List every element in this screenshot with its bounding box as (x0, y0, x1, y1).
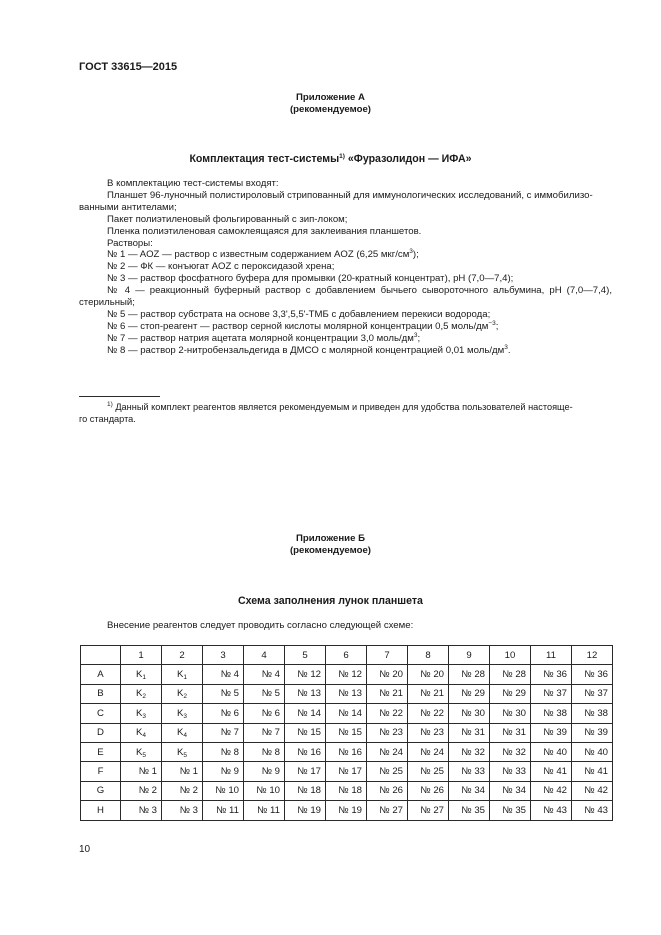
reagent-cell: № 38 (572, 704, 613, 723)
solution-6 (107, 321, 498, 333)
item-film: Пленка полиэтиленовая самоклеящаяся для заклеивания планшетов. (107, 226, 422, 237)
reagent-cell: № 20 (367, 665, 408, 684)
control-cell (121, 723, 162, 742)
reagent-cell: № 39 (531, 723, 572, 742)
reagent-cell: № 27 (367, 801, 408, 820)
solution-8-sup: 3 (504, 344, 508, 351)
reagent-cell: № 23 (408, 723, 449, 742)
reagent-cell: № 30 (490, 704, 531, 723)
footnote-ref: 1) (339, 153, 345, 160)
solution-1 (107, 249, 419, 261)
table-row (81, 665, 613, 684)
reagent-cell: № 4 (203, 665, 244, 684)
control-letter: K (176, 669, 184, 681)
reagent-cell: № 3 (162, 801, 203, 820)
reagent-cell: № 36 (531, 665, 572, 684)
control-letter: K (176, 688, 184, 700)
column-header: 4 (244, 646, 285, 665)
reagent-cell: № 42 (572, 781, 613, 800)
row-label: F (81, 762, 121, 781)
reagent-cell: № 1 (162, 762, 203, 781)
column-header: 7 (367, 646, 408, 665)
reagent-cell: № 25 (408, 762, 449, 781)
control-cell (121, 684, 162, 703)
solution-8-text: № 8 — раствор 2-нитробензальдегида в ДМСО с молярной концентрацией 0,01 моль/дм (107, 345, 505, 356)
reagent-cell: № 1 (121, 762, 162, 781)
reagent-cell: № 40 (531, 742, 572, 761)
solution-1-sup: 3 (409, 248, 413, 255)
solution-7-end: ; (417, 333, 421, 344)
table-row (81, 684, 613, 703)
control-index: 5 (142, 751, 147, 759)
control-letter: K (176, 746, 184, 758)
footnote-divider (79, 396, 160, 397)
appendix-a-heading (0, 153, 661, 166)
solution-7 (107, 333, 420, 345)
reagent-cell: № 17 (326, 762, 367, 781)
row-label: D (81, 723, 121, 742)
reagent-cell: № 18 (285, 781, 326, 800)
reagent-cell: № 21 (367, 684, 408, 703)
reagent-cell: № 11 (203, 801, 244, 820)
reagent-cell: № 6 (244, 704, 285, 723)
reagent-cell: № 2 (162, 781, 203, 800)
appendix-a-subtitle: (рекомендуемое) (289, 104, 371, 115)
plate-scheme-table (80, 645, 613, 821)
control-index: 1 (142, 674, 147, 682)
table-row (81, 723, 613, 742)
control-index: 3 (183, 712, 188, 720)
reagent-cell: № 37 (572, 684, 613, 703)
reagent-cell: № 35 (449, 801, 490, 820)
reagent-cell: № 41 (572, 762, 613, 781)
intro-text: В комплектацию тест-системы входят: (107, 178, 279, 189)
solution-8 (107, 345, 511, 357)
reagent-cell: № 5 (244, 684, 285, 703)
table-row (81, 742, 613, 761)
reagent-cell: № 25 (367, 762, 408, 781)
control-index: 2 (183, 693, 188, 701)
column-header: 10 (490, 646, 531, 665)
reagent-cell: № 16 (326, 742, 367, 761)
reagent-cell: № 32 (449, 742, 490, 761)
reagent-cell: № 11 (244, 801, 285, 820)
reagent-cell: № 15 (326, 723, 367, 742)
column-header: 8 (408, 646, 449, 665)
reagent-cell: № 31 (449, 723, 490, 742)
reagent-cell: № 33 (490, 762, 531, 781)
heading-text: Комплектация тест-системы (189, 153, 340, 165)
footnote-line2: го стандарта. (79, 414, 136, 424)
control-letter: K (135, 746, 143, 758)
control-letter: K (135, 688, 143, 700)
reagent-cell: № 40 (572, 742, 613, 761)
reagent-cell: № 29 (490, 684, 531, 703)
control-letter: K (176, 727, 184, 739)
table-intro: Внесение реагентов следует проводить согласно следующей схеме: (107, 620, 414, 631)
reagent-cell: № 30 (449, 704, 490, 723)
control-cell (162, 684, 203, 703)
page-number: 10 (79, 844, 91, 855)
column-header: 3 (203, 646, 244, 665)
solution-1-text: № 1 — AOZ — раствор с известным содержанием AOZ (6,25 мкг/см (107, 249, 410, 260)
reagent-cell: № 7 (244, 723, 285, 742)
reagent-cell: № 10 (244, 781, 285, 800)
control-index: 2 (142, 693, 147, 701)
reagent-cell: № 20 (408, 665, 449, 684)
table-row (81, 704, 613, 723)
control-index: 4 (183, 732, 188, 740)
reagent-cell: № 4 (244, 665, 285, 684)
reagent-cell: № 19 (285, 801, 326, 820)
item-plate-line2: ванными антителами; (79, 202, 177, 213)
reagent-cell: № 2 (121, 781, 162, 800)
reagent-cell: № 21 (408, 684, 449, 703)
solution-2: № 2 — ФК — конъюгат AOZ с пероксидазой хрена; (107, 261, 335, 272)
row-label: E (81, 742, 121, 761)
reagent-cell: № 3 (121, 801, 162, 820)
reagent-cell: № 6 (203, 704, 244, 723)
table-corner-cell (81, 646, 121, 665)
reagent-cell: № 9 (203, 762, 244, 781)
solution-4-line2: стерильный; (79, 297, 135, 308)
solution-7-sup: 3 (413, 332, 418, 339)
solution-4-line1: № 4 — реакционный буферный раствор с добавлением бычьего сывороточного альбумина, рН (7,0—7,4), (107, 285, 612, 296)
reagent-cell: № 34 (449, 781, 490, 800)
reagent-cell: № 26 (408, 781, 449, 800)
reagent-cell: № 24 (367, 742, 408, 761)
reagent-cell: № 27 (408, 801, 449, 820)
control-index: 1 (183, 674, 188, 682)
reagent-cell: № 17 (285, 762, 326, 781)
solution-3: № 3 — раствор фосфатного буфера для промывки (20-кратный концентрат), рН (7,0—7,4); (107, 273, 514, 284)
reagent-cell: № 16 (285, 742, 326, 761)
item-bag: Пакет полиэтиленовый фольгированный с зип-локом; (107, 214, 348, 225)
reagent-cell: № 24 (408, 742, 449, 761)
control-letter: K (135, 669, 143, 681)
reagent-cell: № 34 (490, 781, 531, 800)
footnote-mark: 1) (107, 401, 113, 408)
reagent-cell: № 8 (203, 742, 244, 761)
reagent-cell: № 36 (572, 665, 613, 684)
reagent-cell: № 29 (449, 684, 490, 703)
reagent-cell: № 37 (531, 684, 572, 703)
reagent-cell: № 18 (326, 781, 367, 800)
column-header: 6 (326, 646, 367, 665)
table-header-row (81, 646, 613, 665)
control-cell (121, 665, 162, 684)
reagent-cell: № 32 (490, 742, 531, 761)
control-cell (121, 704, 162, 723)
reagent-cell: № 22 (408, 704, 449, 723)
reagent-cell: № 14 (326, 704, 367, 723)
reagent-cell: № 28 (449, 665, 490, 684)
reagent-cell: № 14 (285, 704, 326, 723)
control-letter: K (135, 707, 143, 719)
reagent-cell: № 12 (326, 665, 367, 684)
control-index: 4 (142, 732, 147, 740)
solution-7-text: № 7 — раствор натрия ацетата молярной концентрации 3,0 моль/дм (107, 333, 414, 344)
reagent-cell: № 41 (531, 762, 572, 781)
reagent-cell: № 39 (572, 723, 613, 742)
reagent-cell: № 9 (244, 762, 285, 781)
control-index: 3 (142, 712, 147, 720)
row-label: C (81, 704, 121, 723)
control-letter: K (176, 707, 184, 719)
row-label: G (81, 781, 121, 800)
solution-5: № 5 — раствор субстрата на основе 3,3',5,5'-ТМБ с добавлением перекиси водорода; (107, 309, 491, 320)
reagent-cell: № 43 (572, 801, 613, 820)
solution-6-sup: −3 (488, 320, 496, 327)
reagent-cell: № 23 (367, 723, 408, 742)
reagent-cell: № 38 (531, 704, 572, 723)
table-row (81, 801, 613, 820)
footnote-text: Данный комплект реагентов является рекомендуемым и приведен для удобства пользователей настояще- (112, 402, 573, 412)
table-row (81, 781, 613, 800)
heading-product: «Фуразолидон — ИФА» (344, 153, 472, 165)
reagent-cell: № 43 (531, 801, 572, 820)
column-header: 2 (162, 646, 203, 665)
solution-1-end: ); (412, 249, 419, 260)
table-row (81, 762, 613, 781)
control-cell (121, 742, 162, 761)
control-index: 5 (183, 751, 188, 759)
reagent-cell: № 8 (244, 742, 285, 761)
column-header: 1 (121, 646, 162, 665)
control-cell (162, 742, 203, 761)
solutions-label: Растворы: (107, 238, 153, 249)
item-plate-line1: Планшет 96-луночный полистироловый стрипованный для иммунологических исследований, с иммобилизо- (107, 190, 593, 201)
reagent-cell: № 7 (203, 723, 244, 742)
reagent-cell: № 35 (490, 801, 531, 820)
row-label: B (81, 684, 121, 703)
footnote-line1 (107, 402, 573, 414)
reagent-cell: № 31 (490, 723, 531, 742)
column-header: 9 (449, 646, 490, 665)
control-letter: K (135, 727, 143, 739)
reagent-cell: № 28 (490, 665, 531, 684)
solution-6-text: № 6 — стоп-реагент — раствор серной кислоты молярной концентрации 0,5 моль/дм (107, 321, 489, 332)
appendix-a-title: Приложение А (296, 92, 365, 103)
appendix-b-heading: Схема заполнения лунок планшета (238, 595, 423, 607)
reagent-cell: № 13 (326, 684, 367, 703)
appendix-b-title: Приложение Б (296, 533, 365, 544)
reagent-cell: № 13 (285, 684, 326, 703)
reagent-cell: № 15 (285, 723, 326, 742)
column-header: 11 (531, 646, 572, 665)
reagent-cell: № 10 (203, 781, 244, 800)
solution-6-end: ; (495, 321, 499, 332)
reagent-cell: № 33 (449, 762, 490, 781)
reagent-cell: № 12 (285, 665, 326, 684)
control-cell (162, 704, 203, 723)
row-label: H (81, 801, 121, 820)
appendix-b-subtitle: (рекомендуемое) (289, 545, 371, 556)
solution-8-end: . (507, 345, 511, 356)
control-cell (162, 665, 203, 684)
reagent-cell: № 5 (203, 684, 244, 703)
document-id: ГОСТ 33615—2015 (79, 61, 178, 73)
reagent-cell: № 42 (531, 781, 572, 800)
row-label: A (81, 665, 121, 684)
reagent-cell: № 19 (326, 801, 367, 820)
column-header: 5 (285, 646, 326, 665)
control-cell (162, 723, 203, 742)
reagent-cell: № 26 (367, 781, 408, 800)
column-header: 12 (572, 646, 613, 665)
reagent-cell: № 22 (367, 704, 408, 723)
